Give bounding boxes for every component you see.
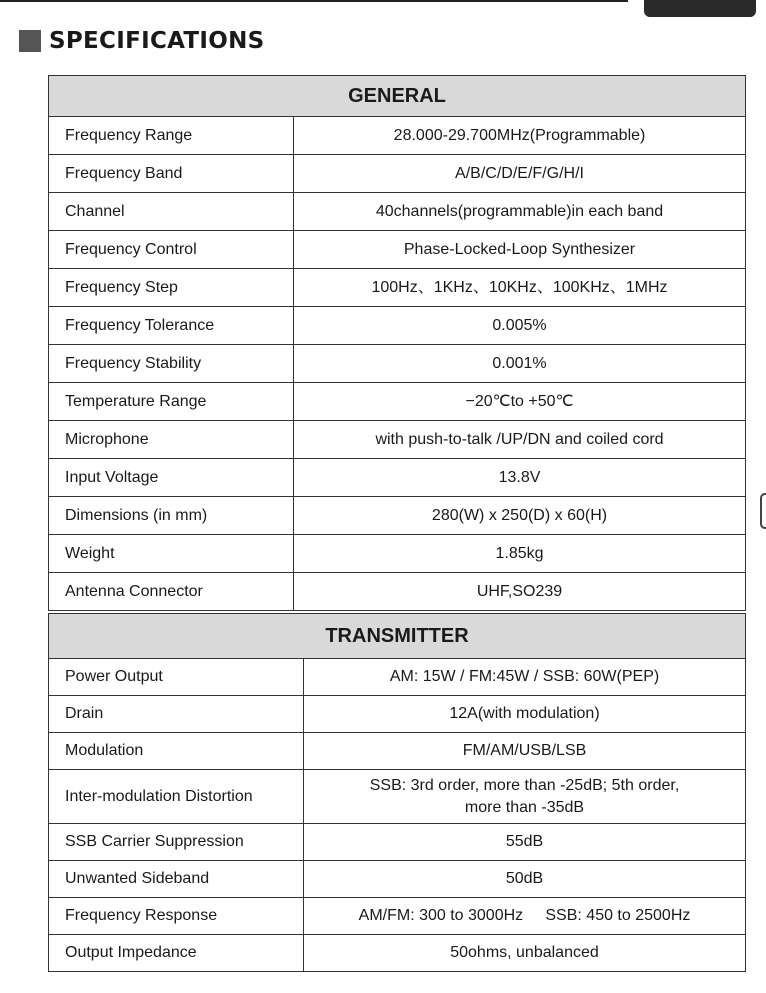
table-row [49, 898, 746, 935]
spec-label: Frequency Range [49, 117, 294, 155]
spec-value: A/B/C/D/E/F/G/H/I [294, 155, 746, 193]
spec-label: Output Impedance [49, 935, 304, 972]
spec-label: Unwanted Sideband [49, 861, 304, 898]
spec-value: 55dB [304, 824, 746, 861]
table-row [49, 573, 746, 611]
spec-value: −20℃to +50℃ [294, 383, 746, 421]
heading-square-icon [19, 30, 41, 52]
spec-label: SSB Carrier Suppression [49, 824, 304, 861]
table-row [49, 459, 746, 497]
table-row [49, 935, 746, 972]
table-row [49, 733, 746, 770]
heading-text: SPECIFICATIONS [49, 28, 265, 54]
spec-value: 280(W) x 250(D) x 60(H) [294, 497, 746, 535]
page-edge-marker [760, 493, 766, 529]
spec-label: Frequency Step [49, 269, 294, 307]
spec-label: Inter-modulation Distortion [49, 770, 304, 824]
spec-value [304, 770, 746, 824]
table-row [49, 307, 746, 345]
spec-label: Modulation [49, 733, 304, 770]
spec-value: AM/FM: 300 to 3000Hz SSB: 450 to 2500Hz [304, 898, 746, 935]
spec-label: Dimensions (in mm) [49, 497, 294, 535]
section-heading [19, 28, 265, 54]
transmitter-table-title: TRANSMITTER [49, 614, 746, 659]
table-row [49, 155, 746, 193]
table-row [49, 696, 746, 733]
spec-value: 40channels(programmable)in each band [294, 193, 746, 231]
spec-label: Frequency Band [49, 155, 294, 193]
spec-value: 28.000-29.700MHz(Programmable) [294, 117, 746, 155]
spec-value: with push-to-talk /UP/DN and coiled cord [294, 421, 746, 459]
spec-value: AM: 15W / FM:45W / SSB: 60W(PEP) [304, 659, 746, 696]
spec-label: Temperature Range [49, 383, 294, 421]
table-row [49, 535, 746, 573]
table-row [49, 421, 746, 459]
spec-label: Frequency Stability [49, 345, 294, 383]
general-table-title: GENERAL [49, 76, 746, 117]
spec-label: Power Output [49, 659, 304, 696]
spec-label: Microphone [49, 421, 294, 459]
spec-label: Weight [49, 535, 294, 573]
spec-label: Channel [49, 193, 294, 231]
spec-value: 50dB [304, 861, 746, 898]
table-row [49, 824, 746, 861]
table-row [49, 269, 746, 307]
spec-value: Phase-Locked-Loop Synthesizer [294, 231, 746, 269]
spec-value: 12A(with modulation) [304, 696, 746, 733]
spec-value-line: SSB: 3rd order, more than -25dB; 5th order, [369, 776, 680, 794]
spec-value: 0.005% [294, 307, 746, 345]
spec-value: 13.8V [294, 459, 746, 497]
spec-value: 50ohms, unbalanced [304, 935, 746, 972]
table-row [49, 117, 746, 155]
table-row [49, 345, 746, 383]
spec-value: UHF,SO239 [294, 573, 746, 611]
table-row [49, 193, 746, 231]
spec-label: Antenna Connector [49, 573, 294, 611]
spec-label: Frequency Control [49, 231, 294, 269]
table-row [49, 497, 746, 535]
spec-value: 0.001% [294, 345, 746, 383]
header-tab [644, 0, 756, 17]
spec-label: Drain [49, 696, 304, 733]
spec-label: Frequency Response [49, 898, 304, 935]
spec-value: 100Hz、1KHz、10KHz、100KHz、1MHz [294, 269, 746, 307]
spec-value-line: more than -35dB [464, 798, 585, 816]
table-row [49, 383, 746, 421]
spec-label: Frequency Tolerance [49, 307, 294, 345]
spec-value: 1.85kg [294, 535, 746, 573]
table-row [49, 861, 746, 898]
table-row [49, 231, 746, 269]
table-row [49, 770, 746, 824]
transmitter-spec-table [48, 613, 746, 972]
top-rule [0, 0, 628, 2]
spec-label: Input Voltage [49, 459, 294, 497]
general-spec-table [48, 75, 746, 611]
spec-value: FM/AM/USB/LSB [304, 733, 746, 770]
table-row [49, 659, 746, 696]
